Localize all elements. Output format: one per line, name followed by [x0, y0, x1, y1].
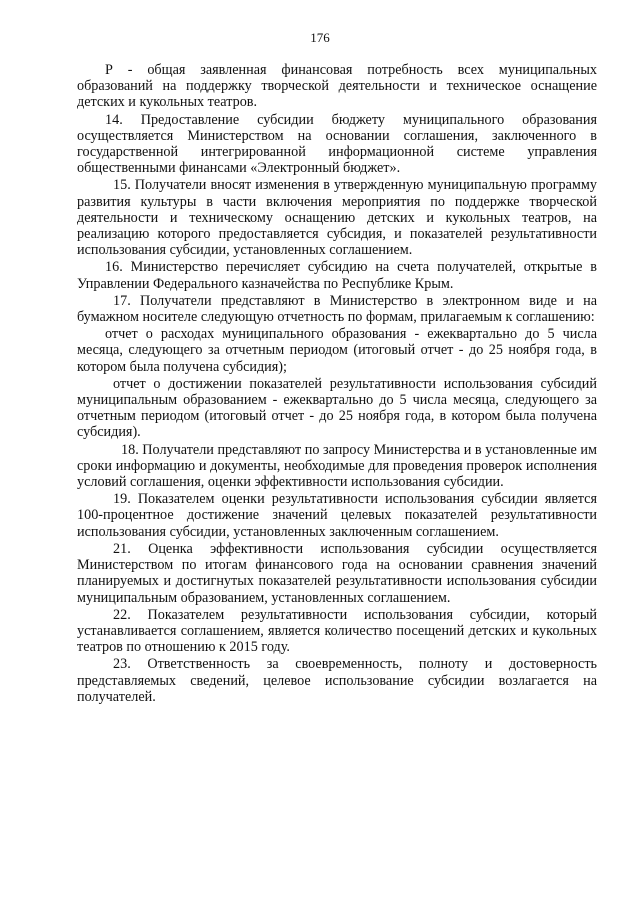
paragraph-19: 19. Показателем оценки результативности использования субсидии является 100-процентное достижение значений целевых показателей результативности использования субсидии, установленных заключенным соглашением. [77, 491, 597, 540]
paragraph-17-expense-report: отчет о расходах муниципального образования - ежеквартально до 5 числа месяца, следующего за отчетным периодом (итоговый отчет - до 25 ноября года, в котором была получена субсидия); [77, 326, 597, 375]
paragraph-23: 23. Ответственность за своевременность, полноту и достоверность представляемых сведений, целевое использование субсидии возлагается на получателей. [77, 656, 597, 705]
paragraph-17-performance-report: отчет о достижении показателей результативности использования субсидий муниципальным образованием - ежеквартально до 5 числа месяца, следующего за отчетным периодом (итоговый отчет - до 25 ноября года, в котором была получена субсидия). [77, 375, 597, 441]
paragraph-16: 16. Министерство перечисляет субсидию на счета получателей, открытые в Управлении Федерального казначейства по Республике Крым. [77, 259, 597, 292]
page-number: 176 [310, 30, 330, 45]
paragraph-22: 22. Показателем результативности использования субсидии, который устанавливается соглашением, является количество посещений детских и кукольных театров по отношению к 2015 году. [77, 606, 597, 656]
paragraph-formula-definition: Р - общая заявленная финансовая потребность всех муниципальных образований на поддержку творческой деятельности и техническое оснащение детских и кукольных театров. [77, 62, 597, 111]
paragraph-17: 17. Получатели представляют в Министерство в электронном виде и на бумажном носителе следующую отчетность по формам, прилагаемым к соглашению: [77, 292, 597, 326]
paragraph-15: 15. Получатели вносят изменения в утвержденную муниципальную программу развития культуры в части включения мероприятия по поддержке творческой деятельности и техническому оснащению детских и кукольных театров, на реализацию которого предоставляется субсидия, и показателей результативности использования субсидии, установленных соглашением. [77, 177, 597, 259]
paragraph-14: 14. Предоставление субсидии бюджету муниципального образования осуществляется Министерством на основании соглашения, заключенного в государственной интегрированной информационной системе управления общественными финансами «Электронный бюджет». [77, 111, 597, 177]
paragraph-21: 21. Оценка эффективности использования субсидии осуществляется Министерством по итогам финансового года на основании сравнения значений планируемых и достигнутых показателей результативности использования субсидии муниципальным образованием, установленных соглашением. [77, 540, 597, 606]
document-body [77, 62, 597, 706]
paragraph-18: 18. Получатели представляют по запросу Министерства и в установленные им сроки информацию и документы, необходимые для проведения проверок исполнения условий соглашения, оценки эффективности использования субсидии. [77, 441, 597, 491]
